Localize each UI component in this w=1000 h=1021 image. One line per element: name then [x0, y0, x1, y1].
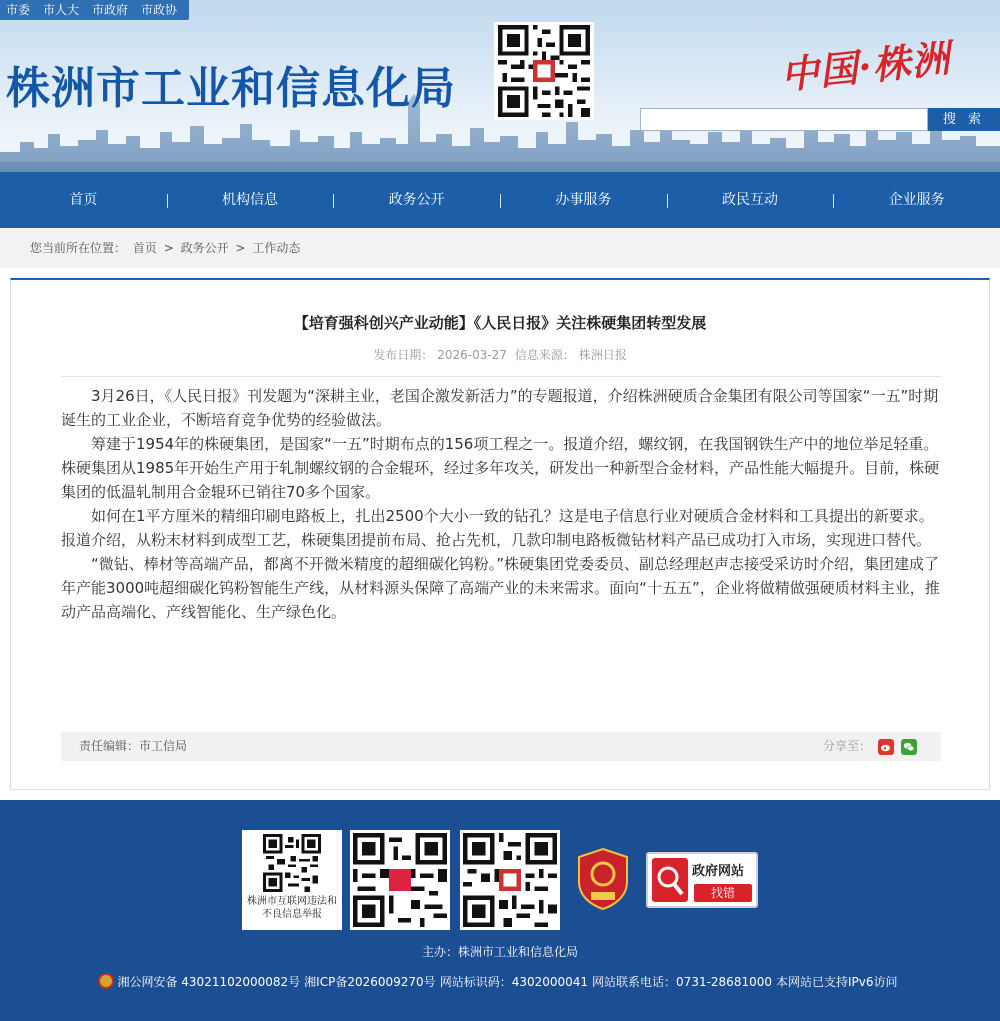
top-link-government[interactable]: 市政府	[92, 3, 129, 17]
china-zhuzhou-logo: 中国·株洲	[778, 35, 953, 98]
report-qr-caption: 株洲市互联网违法和不良信息举报	[247, 896, 337, 920]
weibo-share-icon[interactable]	[878, 739, 894, 755]
top-link-party-committee[interactable]: 市委	[6, 3, 31, 17]
title-divider	[61, 376, 941, 377]
wechat-qr-code	[350, 830, 450, 930]
site-footer	[0, 800, 1000, 1021]
host-info	[0, 943, 1000, 960]
top-link-bar	[0, 0, 189, 20]
top-link-peoples-congress[interactable]: 市人大	[43, 3, 80, 17]
breadcrumb-government-affairs[interactable]: 政务公开	[180, 241, 229, 255]
nav-services[interactable]: 办事服务	[500, 172, 667, 228]
breadcrumb-work-news[interactable]: 工作动态	[252, 241, 301, 255]
icp-record[interactable]: 湘ICP备2026009270号	[304, 975, 436, 989]
breadcrumb-separator: >	[163, 241, 174, 255]
editor-label: 责任编辑：	[79, 739, 140, 753]
report-qr-code	[242, 830, 342, 930]
article-title: 【培育强科创兴产业动能】《人民日报》关注株硬集团转型发展	[293, 314, 707, 332]
party-organ-badge[interactable]	[577, 848, 629, 910]
host-label: 主办：	[421, 945, 458, 959]
gov-site-error-report[interactable]	[646, 852, 758, 908]
article-source: 株洲日报	[578, 348, 627, 362]
publish-date: 2026-03-27	[437, 348, 507, 362]
contact-phone: 网站联系电话：0731-28681000	[592, 975, 772, 989]
article-paragraph: 3月26日，《人民日报》刊发题为“深耕主业，老国企激发新活力”的专题报道，介绍株洲硬质合金集团有限公司等国家“一五”时期诞生的工业企业，不断培育竞争优势的经验做法。	[61, 387, 939, 429]
header-qr-code	[494, 22, 594, 120]
find-error-label: 找错	[694, 884, 752, 902]
editor-bar	[61, 732, 941, 761]
wechat-share-icon[interactable]	[901, 739, 917, 755]
nav-interaction[interactable]: 政民互动	[667, 172, 834, 228]
main-nav	[0, 172, 1000, 228]
editor-name: 市工信局	[139, 739, 188, 753]
nav-government-affairs[interactable]: 政务公开	[333, 172, 500, 228]
gov-site-label: 政府网站	[692, 864, 745, 879]
ipv6-notice: 本网站已支持IPv6访问	[776, 975, 898, 989]
article-panel	[10, 278, 990, 790]
record-info	[0, 973, 1000, 990]
date-label: 发布日期：	[373, 348, 434, 362]
police-record[interactable]: 湘公网安备 43021102000082号	[117, 975, 301, 989]
nav-enterprise-services[interactable]: 企业服务	[833, 172, 1000, 228]
site-title: 株洲市工业和信息化局	[6, 63, 456, 114]
police-emblem-icon	[98, 973, 114, 989]
article-meta	[11, 346, 989, 363]
search-input[interactable]	[640, 108, 928, 131]
article-body	[61, 384, 943, 624]
top-link-cppcc[interactable]: 市政协	[141, 3, 178, 17]
nav-home[interactable]: 首页	[69, 192, 98, 208]
breadcrumb	[0, 228, 1000, 268]
host-name: 株洲市工业和信息化局	[458, 945, 579, 959]
share-label: 分享至：	[822, 739, 871, 753]
share-bar	[823, 732, 917, 761]
breadcrumb-home[interactable]: 首页	[132, 241, 157, 255]
article-paragraph: 如何在1平方厘米的精细印刷电路板上，扎出2500个大小一致的钻孔？这是电子信息行业对硬质合金材料和工具提出的新要求。报道介绍，从粉末材料到成型工艺，株硬集团提前布局、抢占先机，几款印制电路板微钻材料产品已成功打入市场，实现进口替代。	[61, 507, 934, 549]
article-paragraph: “微钻、棒材等高端产品，都离不开微米精度的超细碳化钨粉。”株硬集团党委委员、副总经理赵声志接受采访时介绍，集团建成了年产能3000吨超细碳化钨粉智能生产线，从材料源头保障了高端产业的未来需求。面向“十五五”，企业将做精做强硬质材料主业，推动产品高端化、产线智能化、生产绿色化。	[61, 555, 940, 621]
site-header	[0, 0, 1000, 172]
app-qr-code	[460, 830, 560, 930]
magnifier-icon	[652, 858, 688, 902]
source-label: 信息来源：	[514, 348, 575, 362]
search-button[interactable]: 搜 索	[928, 108, 1000, 131]
breadcrumb-prefix: 您当前所在位置：	[30, 241, 127, 255]
breadcrumb-separator: >	[235, 241, 246, 255]
site-id: 网站标识码：4302000041	[439, 975, 589, 989]
nav-organization-info[interactable]: 机构信息	[167, 172, 334, 228]
article-paragraph: 筹建于1954年的株硬集团，是国家“一五”时期布点的156项工程之一。报道介绍，螺纹钢，在我国钢铁生产中的地位举足轻重。株硬集团从1985年开始生产用于轧制螺纹钢的合金辊环，经过多年攻关，研发出一种新型合金材料，产品性能大幅提升。目前，株硬集团的低温轧制用合金辊环已销往70多个国家。	[61, 435, 940, 501]
